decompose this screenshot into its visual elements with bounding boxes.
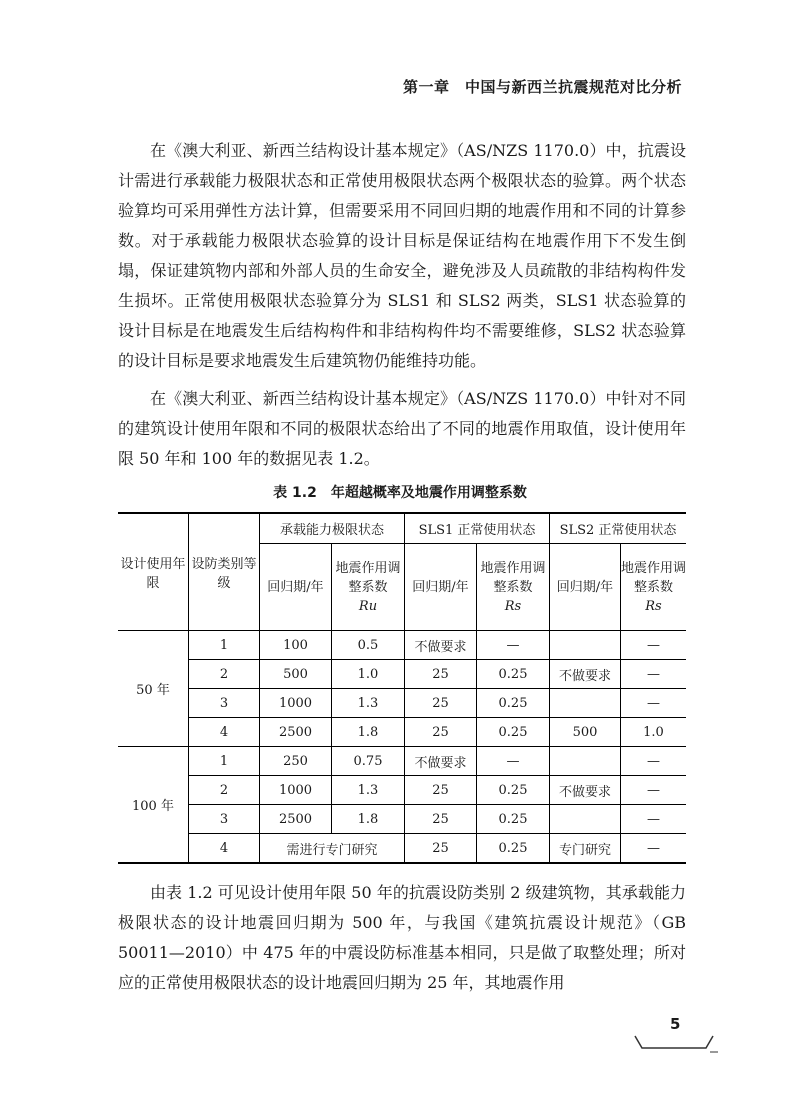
table-cell: 不做要求 [405, 631, 477, 660]
table-cell: 2500 [260, 718, 332, 747]
table-cell: — [621, 660, 687, 689]
table-cell: 1.0 [332, 660, 405, 689]
table-title: 表 1.2 年超越概率及地震作用调整系数 [273, 485, 527, 501]
table-cell: — [621, 747, 687, 776]
page-ornament-icon [630, 1034, 720, 1054]
table-row [118, 718, 686, 747]
ru-symbol: Ru [358, 598, 378, 614]
table-cell [550, 747, 621, 776]
table-cell: 不做要求 [405, 747, 477, 776]
header-sls2-period: 回归期/年 [550, 544, 621, 631]
table-cell: 1 [189, 631, 260, 660]
table-row [118, 776, 686, 805]
header-design-life: 设计使用年限 [118, 513, 189, 631]
header-uls-period: 回归期/年 [260, 544, 332, 631]
table-cell: 4 [189, 718, 260, 747]
table-cell: 1.3 [332, 689, 405, 718]
rs-symbol: Rs [645, 598, 662, 614]
header-category: 设防类别等级 [189, 513, 260, 631]
table-cell: 不做要求 [550, 660, 621, 689]
table-cell: 1.8 [332, 718, 405, 747]
table-cell [550, 805, 621, 834]
table-cell: 0.25 [477, 660, 550, 689]
table-cell: 25 [405, 834, 477, 864]
table-cell: 500 [550, 718, 621, 747]
paragraph-1: 在《澳大利亚、新西兰结构设计基本规定》（AS/NZS 1170.0）中，抗震设计需进行承载能力极限状态和正常使用极限状态两个极限状态的验算。两个状态验算均可采用弹性方法计算，但需要采用不同回归期的地震作用和不同的计算参数。对于承载能力极限状态验算的设计目标是保证结构在地震作用下不发生倒塌，保证建筑物内部和外部人员的生命安全，避免涉及人员疏散的非结构构件发生损坏。正常使用极限状态验算分为 SLS1 和 SLS2 两类，SLS1 状态验算的设计目标是在地震发生后结构构件和非结构构件均不需要维修，SLS2 状态验算的设计目标是要求地震发生后建筑物仍能维持功能。 [118, 141, 686, 370]
table-cell: 25 [405, 689, 477, 718]
header-uls: 承载能力极限状态 [260, 513, 405, 544]
running-header: 第一章 中国与新西兰抗震规范对比分析 [402, 78, 682, 96]
table-cell: 100 [260, 631, 332, 660]
table-cell: 需进行专门研究 [260, 834, 405, 864]
table-cell: — [621, 834, 687, 864]
table-cell: — [621, 631, 687, 660]
table-cell: 不做要求 [550, 776, 621, 805]
table-row [118, 805, 686, 834]
table-cell: 3 [189, 689, 260, 718]
table-cell: 0.25 [477, 834, 550, 864]
table-cell: 0.25 [477, 776, 550, 805]
table-cell: 25 [405, 805, 477, 834]
table-cell: 2 [189, 660, 260, 689]
paragraph-3: 由表 1.2 可见设计使用年限 50 年的抗震设防类别 2 级建筑物，其承载能力极限状态的设计地震回归期为 500 年，与我国《建筑抗震设计规范》（GB 50011—2010）中 475 年的中震设防标准基本相同，只是做了取整处理；所对应的正常使用极限状态的设计地震回归期为 25 年，其地震作用 [118, 883, 686, 992]
table-cell: 3 [189, 805, 260, 834]
table-cell: 2500 [260, 805, 332, 834]
table-cell: 0.75 [332, 747, 405, 776]
table-cell: 1.0 [621, 718, 687, 747]
group-label-50: 50 年 [118, 631, 189, 747]
table-cell: 25 [405, 776, 477, 805]
header-sls2-factor: 地震作用调整系数 Rs [621, 544, 687, 631]
table-row [118, 689, 686, 718]
table-cell: 25 [405, 718, 477, 747]
header-sls1-factor: 地震作用调整系数 Rs [477, 544, 550, 631]
table-cell: 500 [260, 660, 332, 689]
table-cell [550, 631, 621, 660]
table-cell: 4 [189, 834, 260, 864]
table-cell: 25 [405, 660, 477, 689]
table-cell: 0.25 [477, 805, 550, 834]
table-cell: 0.5 [332, 631, 405, 660]
table-cell: 2 [189, 776, 260, 805]
header-uls-factor: 地震作用调整系数 Ru [332, 544, 405, 631]
page-number: 5 [670, 1015, 681, 1033]
table-cell: — [621, 805, 687, 834]
table-row [118, 631, 686, 660]
table-row [118, 660, 686, 689]
table-row [118, 747, 686, 776]
table-cell: 1.8 [332, 805, 405, 834]
table-cell: 1000 [260, 776, 332, 805]
table-cell: 1 [189, 747, 260, 776]
table-cell: 专门研究 [550, 834, 621, 864]
table-cell: — [621, 689, 687, 718]
table-cell: — [621, 776, 687, 805]
paragraph-2: 在《澳大利亚、新西兰结构设计基本规定》（AS/NZS 1170.0）中针对不同的建筑设计使用年限和不同的极限状态给出了不同的地震作用取值，设计使用年限 50 年和 100 年的数据见表 1.2。 [118, 389, 686, 468]
rs-symbol: Rs [504, 598, 522, 614]
table-cell: 0.25 [477, 689, 550, 718]
header-sls1-period: 回归期/年 [405, 544, 477, 631]
group-label-100: 100 年 [118, 747, 189, 864]
table-row [118, 834, 686, 864]
table-cell: — [477, 747, 550, 776]
table-cell: — [477, 631, 550, 660]
table-cell: 1.3 [332, 776, 405, 805]
table-cell: 0.25 [477, 718, 550, 747]
header-sls2: SLS2 正常使用状态 [550, 513, 687, 544]
table-cell: 1000 [260, 689, 332, 718]
table-cell [550, 689, 621, 718]
header-sls1: SLS1 正常使用状态 [405, 513, 550, 544]
table-cell: 250 [260, 747, 332, 776]
seismic-table [118, 512, 686, 864]
